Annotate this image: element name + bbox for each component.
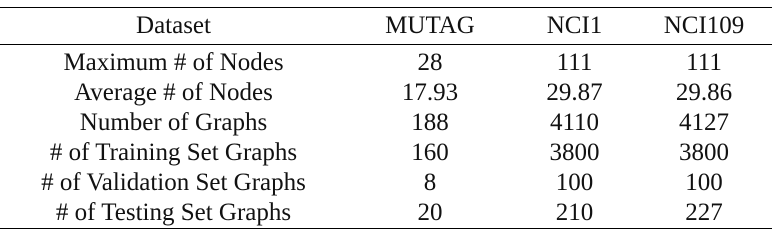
row-label: Average # of Nodes [74,79,273,106]
cell-nci1: 210 [555,199,594,226]
table-bottom-rule [0,228,772,229]
cell-nci109: 100 [685,169,723,196]
cell-nci1: 4110 [549,109,600,136]
cell-mutag: 20 [417,199,443,226]
header-mutag: MUTAG [385,12,475,39]
table-row [0,78,772,108]
table-row [0,138,772,168]
cell-mutag: 160 [411,139,449,166]
header-nci1: NCI1 [546,12,603,39]
cell-nci109: 3800 [679,139,729,166]
table-row [0,108,772,138]
row-label: Maximum # of Nodes [63,49,284,76]
dataset-statistics-table [0,7,772,229]
cell-mutag: 8 [423,169,437,196]
cell-nci1: 29.87 [546,79,603,106]
table-row [0,168,772,198]
cell-nci1: 100 [555,169,594,196]
header-nci109: NCI109 [663,12,745,39]
row-label: # of Training Set Graphs [49,139,298,166]
cell-nci1: 111 [556,49,593,76]
statistics-table-body [0,45,772,228]
cell-mutag: 28 [417,49,443,76]
cell-nci109: 29.86 [675,79,733,106]
cell-nci1: 3800 [549,139,600,166]
row-label: # of Testing Set Graphs [55,199,292,226]
header-dataset: Dataset [136,12,211,39]
cell-nci109: 4127 [679,109,729,136]
header-row [0,8,772,44]
cell-mutag: 188 [411,109,449,136]
table-row [0,198,772,228]
table-row [0,45,772,78]
cell-nci109: 227 [685,199,723,226]
cell-mutag: 17.93 [401,79,459,106]
statistics-table [0,8,772,44]
row-label: # of Validation Set Graphs [41,169,306,196]
cell-nci109: 111 [686,49,722,76]
row-label: Number of Graphs [79,109,268,136]
